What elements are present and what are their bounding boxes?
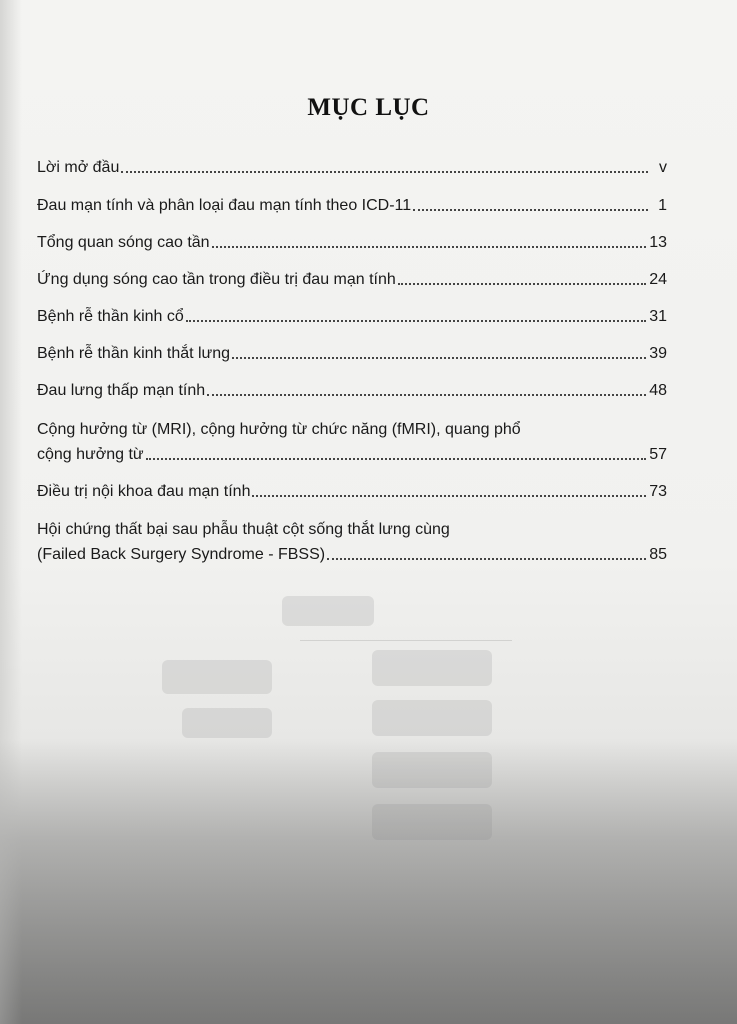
dot-leader — [186, 320, 646, 322]
toc-page-number: 39 — [649, 345, 667, 362]
toc-page-number: 57 — [649, 446, 667, 463]
toc-entry[interactable] — [37, 196, 667, 216]
toc-entry-label-line1: Cộng hưởng từ (MRI), cộng hưởng từ chức năng (fMRI), quang phổ — [37, 421, 521, 438]
toc-page-number: 31 — [649, 308, 667, 325]
toc-entry-label-line1: Hội chứng thất bại sau phẫu thuật cột sống thắt lưng cùng — [37, 521, 450, 538]
toc-entry[interactable] — [37, 233, 667, 253]
toc-entry[interactable] — [37, 381, 667, 401]
toc-entry[interactable] — [37, 520, 667, 565]
toc-page-number: 73 — [649, 483, 667, 500]
toc-entry[interactable] — [37, 420, 667, 465]
toc-entry-label: Đau lưng thấp mạn tính — [37, 382, 206, 399]
toc-entry[interactable] — [37, 158, 667, 178]
dot-leader — [252, 495, 646, 497]
toc-page-number: 24 — [649, 271, 667, 288]
toc-entry[interactable] — [37, 344, 667, 364]
dot-leader — [146, 458, 647, 460]
bleed-through-box — [182, 708, 272, 738]
toc-entry[interactable] — [37, 270, 667, 290]
page-shadow — [0, 740, 737, 1024]
bleed-through-box — [372, 650, 492, 686]
toc-entry-label: (Failed Back Surgery Syndrome - FBSS) — [37, 546, 326, 563]
toc-entry-label: Bệnh rễ thần kinh thắt lưng — [37, 345, 231, 362]
toc-entry-label: Bệnh rễ thần kinh cổ — [37, 308, 184, 325]
dot-leader — [207, 394, 646, 396]
toc-page-number: 1 — [658, 197, 667, 214]
dot-leader — [232, 357, 646, 359]
toc-page-number: 48 — [649, 382, 667, 399]
toc-page-number: v — [659, 159, 667, 176]
toc-entry-label: Ứng dụng sóng cao tần trong điều trị đau mạn tính — [37, 271, 396, 288]
toc-page-number: 85 — [649, 546, 667, 563]
dot-leader — [413, 209, 648, 211]
dot-leader — [212, 246, 647, 248]
toc-entry-label: Điều trị nội khoa đau mạn tính — [37, 483, 251, 500]
toc-entry-label: Lời mở đầu — [37, 159, 120, 176]
toc-page-number: 13 — [649, 234, 667, 251]
toc-entry-label: Tổng quan sóng cao tần — [37, 234, 210, 251]
toc-entry[interactable] — [37, 482, 667, 502]
dot-leader — [121, 171, 648, 173]
toc-entry[interactable] — [37, 307, 667, 327]
table-of-contents — [37, 158, 667, 565]
dot-leader — [327, 558, 646, 560]
toc-entry-label: Đau mạn tính và phân loại đau mạn tính theo ICD-11 — [37, 197, 412, 214]
page-title: MỤC LỤC — [307, 94, 430, 121]
bleed-through-box — [372, 700, 492, 736]
bleed-through-box — [162, 660, 272, 694]
dot-leader — [398, 283, 646, 285]
bleed-through-line — [300, 640, 512, 641]
bleed-through-box — [282, 596, 374, 626]
toc-entry-label: cộng hưởng từ — [37, 446, 144, 463]
